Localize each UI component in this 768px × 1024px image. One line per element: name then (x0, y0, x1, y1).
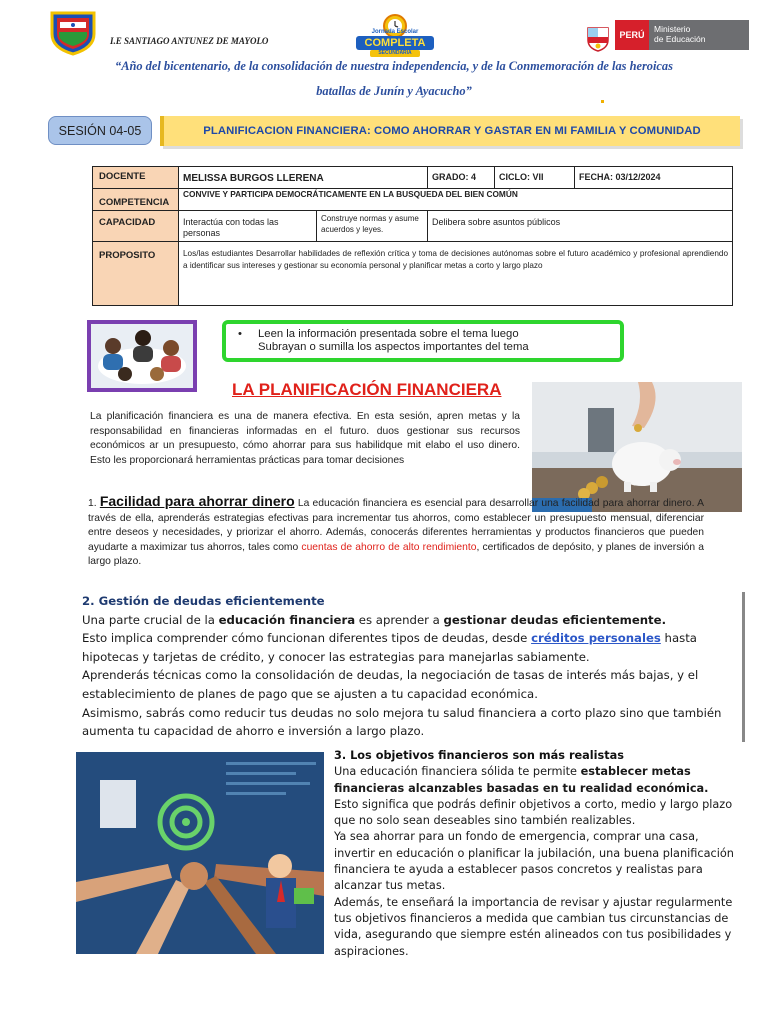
instruction-line-2: Subrayan o sumilla los aspectos importantes del tema (258, 341, 529, 353)
section-3-p1-b: establecer metas financieras alcanzables basadas en tu realidad económica. (334, 765, 709, 795)
section-3-paragraph-4: Además, te enseñará la importancia de revisar y ajustar regularmente tus objetivos financieros a medida que cambian tus circunstancias de vida, asegurando que siempre estén alineados con tus posibilidades y aspiraciones. (334, 895, 733, 958)
year-motto (60, 54, 728, 104)
section-3-paragraph-2: Esto significa que podrás definir objetivos a corto, medio y largo plazo que no solo sean deseables sino también realizables. (334, 797, 733, 828)
proposito-label: PROPOSITO (93, 242, 179, 306)
session-info-table (92, 166, 733, 306)
ministry-name (649, 20, 749, 50)
competencia-value: CONVIVE Y PARTICIPA DEMOCRÁTICAMENTE EN LA BUSQUEDA DEL BIEN COMÚN (179, 189, 733, 211)
motto-line-2: batallas de Junín y Ayacucho” (316, 84, 472, 98)
section-2 (82, 592, 746, 742)
ministry-line-1: Ministerio (654, 24, 691, 34)
jornada-level: SECUNDARIA (378, 50, 412, 56)
ciclo-value: CICLO: VII (495, 167, 575, 189)
section-1 (88, 494, 704, 570)
instruction-line-1: Leen la información presentada sobre el tema luego (258, 328, 519, 340)
section-2-p2-a: Esto implica comprender cómo funcionan diferentes tipos de deudas, desde (82, 631, 532, 646)
section-2-paragraph-4: Asimismo, sabrás como reducir tus deudas no solo mejora tu salud financiera a corto plazo sino que también aumenta tu capacidad de ahorro e inversión a largo plazo. (82, 705, 722, 739)
section-2-p2-b: hasta hipotecas y tarjetas de crédito, y conocer las estrategias para manejarlas sabiamente. (82, 631, 697, 664)
instruction-box (222, 320, 624, 362)
instruction-bullet: • (238, 328, 242, 340)
session-badge: SESIÓN 04-05 (48, 116, 152, 145)
capacidad-3: Delibera sobre asuntos públicos (428, 211, 733, 242)
capacidad-2: Construye normas y asume acuerdos y leyes. (317, 211, 428, 242)
section-2-paragraph-2 (82, 629, 746, 666)
school-name: I.E SANTIAGO ANTUNEZ DE MAYOLO (110, 36, 269, 46)
intro-paragraph: La planificación financiera es una de manera efectiva. En esta sesión, apren metas y la responsabilidad en financieras informadas en el futuro. duos gestionar sus recursos económicos ar un presupuesto, cómo ahorrar para sus habilidque mit elabo el uso dinero. Esto les proporcionará herramientas prácticas para tomar decisiones (90, 411, 520, 466)
section-1-heading: Facilidad para ahorrar dinero (99, 493, 295, 509)
docente-label: DOCENTE (93, 167, 179, 189)
students-photo (87, 320, 197, 392)
section-2-p1-d: gestionar deudas eficientemente. (443, 612, 667, 627)
capacidad-1: Interactúa con todas las personas (179, 211, 317, 242)
section-2-heading: 2. Gestión de deudas eficientemente (82, 594, 325, 608)
jornada-label: Jornada Escolar (371, 29, 419, 35)
proposito-value: Los/las estudiantes Desarrollar habilidades de reflexión crítica y toma de decisiones autónomas sobre el futuro académico y profesional aprendiendo a identificar sus intereses y gestionar su economía personal y planificar metas a corto y largo plazo (179, 242, 733, 306)
section-1-highlight: cuentas de ahorro de alto rendimiento (301, 541, 477, 553)
section-1-number: 1. (88, 498, 97, 509)
jornada-word: COMPLETA (364, 37, 426, 49)
piggy-bank-photo (532, 382, 742, 512)
section-2-p1-c: es aprender a (355, 612, 444, 627)
section-2-p1-b: educación financiera (218, 612, 356, 627)
grado-value: GRADO: 4 (428, 167, 495, 189)
section-2-paragraph-1 (82, 611, 746, 630)
decorative-dot (601, 100, 604, 103)
ministry-logo (615, 20, 749, 50)
creditos-personales-link[interactable]: créditos personales (531, 631, 661, 646)
section-2-p1-a: Una parte crucial de la (82, 612, 219, 627)
session-title-banner: PLANIFICACION FINANCIERA: COMO AHORRAR Y GASTAR EN MI FAMILIA Y COMUNIDAD (160, 116, 740, 146)
peru-label: PERÚ (615, 20, 649, 50)
section-3-paragraph-3: Ya sea ahorrar para un fondo de emergencia, comprar una casa, invertir en educación o planificar la jubilación, una buena planificación financiera te ayuda a establecer pasos concretos y realistas para alcanzar tus metas. (334, 830, 734, 893)
ministry-line-2: de Educación (654, 34, 706, 44)
section-3-paragraph-1 (334, 764, 734, 797)
fecha-value: FECHA: 03/12/2024 (575, 167, 733, 189)
section-3 (334, 748, 734, 960)
scan-edge-divider (742, 592, 745, 742)
competencia-label: COMPETENCIA (93, 189, 179, 211)
peru-coat-of-arms-icon (585, 24, 611, 52)
teamwork-finance-photo (76, 752, 324, 954)
section-3-heading: 3. Los objetivos financieros son más realistas (334, 749, 625, 762)
motto-line-1: “Año del bicentenario, de la consolidación de nuestra independencia, y de la Conmemoración de las heroicas (115, 59, 673, 73)
section-2-paragraph-3: Aprenderás técnicas como la consolidación de deudas, la negociación de tasas de interés más bajas, y el establecimiento de planes de pago que se ajusten a tu capacidad económica. (82, 668, 699, 701)
jornada-escolar-logo (352, 12, 438, 58)
section-1-text-b: , certificados de depósito, y planes de inversión a largo plazo. (88, 541, 705, 568)
capacidad-label: CAPACIDAD (93, 211, 179, 242)
section-1-text-a: La educación financiera es esencial para desarrollar una facilidad para ahorrar dinero. A través de ella, aprenderás estrategias efectivas para incrementar tus ahorros, como establecer un presupuesto mensual, diferenciar entre deseos y necesidades, y priorizar el ahorro. Además, conocerás diferentes herramientas y productos financieros que pueden ayudarte a maximizar tus ahorros, tales como (88, 498, 704, 553)
main-title: LA PLANIFICACIÓN FINANCIERA (232, 380, 502, 399)
section-3-p1-a: Una educación financiera sólida te permite (334, 765, 581, 779)
school-shield-logo (48, 10, 98, 56)
docente-value: MELISSA BURGOS LLERENA (179, 167, 428, 189)
